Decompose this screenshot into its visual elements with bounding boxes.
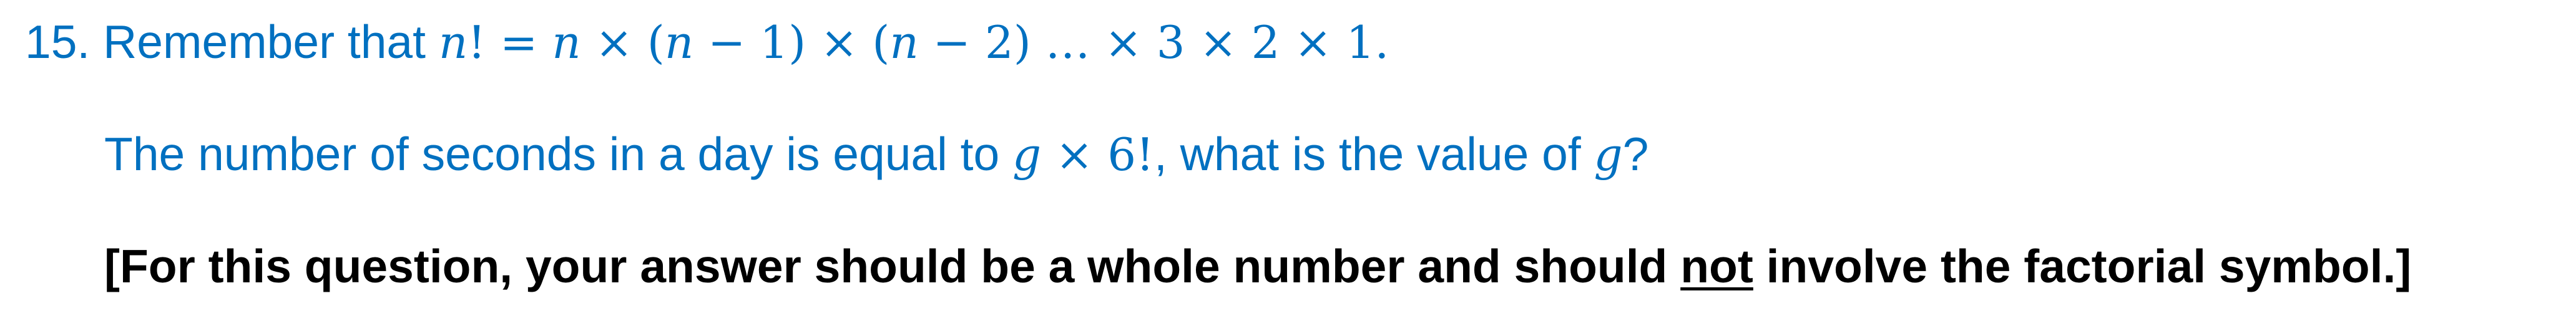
formula-part: − 2) … × 3 × 2 × 1 (918, 16, 1375, 69)
formula-period: . (1374, 16, 1389, 69)
formula-part: ! = (468, 16, 552, 69)
math-var-g: g (1012, 128, 1042, 181)
math-var-g: g (1594, 128, 1623, 181)
factorial-formula (439, 16, 1389, 69)
body-question-mark: ? (1622, 128, 1649, 180)
formula-var-n: n (889, 16, 919, 69)
formula-part: × ( (580, 16, 665, 69)
body-math (1012, 128, 1154, 181)
body-text-middle: , what is the value of (1153, 128, 1581, 180)
question-number: 15. (25, 16, 91, 68)
instruction-emphasis: not (1680, 240, 1753, 292)
body-text: The number of seconds in a day is equal to (104, 128, 1000, 180)
formula-part: − 1) × ( (693, 16, 890, 69)
question-intro: Remember that (103, 16, 426, 68)
formula-var-n: n (438, 16, 468, 69)
question-body (104, 128, 1649, 181)
math-expression: × 6! (1041, 128, 1154, 181)
instruction-text: [For this question, your answer should be a whole number and should (104, 240, 1668, 292)
question-line (25, 16, 1389, 69)
formula-var-n: n (664, 16, 694, 69)
answer-instruction (104, 240, 2412, 292)
instruction-text-end: involve the factorial symbol.] (1766, 240, 2412, 292)
formula-var-n: n (552, 16, 581, 69)
